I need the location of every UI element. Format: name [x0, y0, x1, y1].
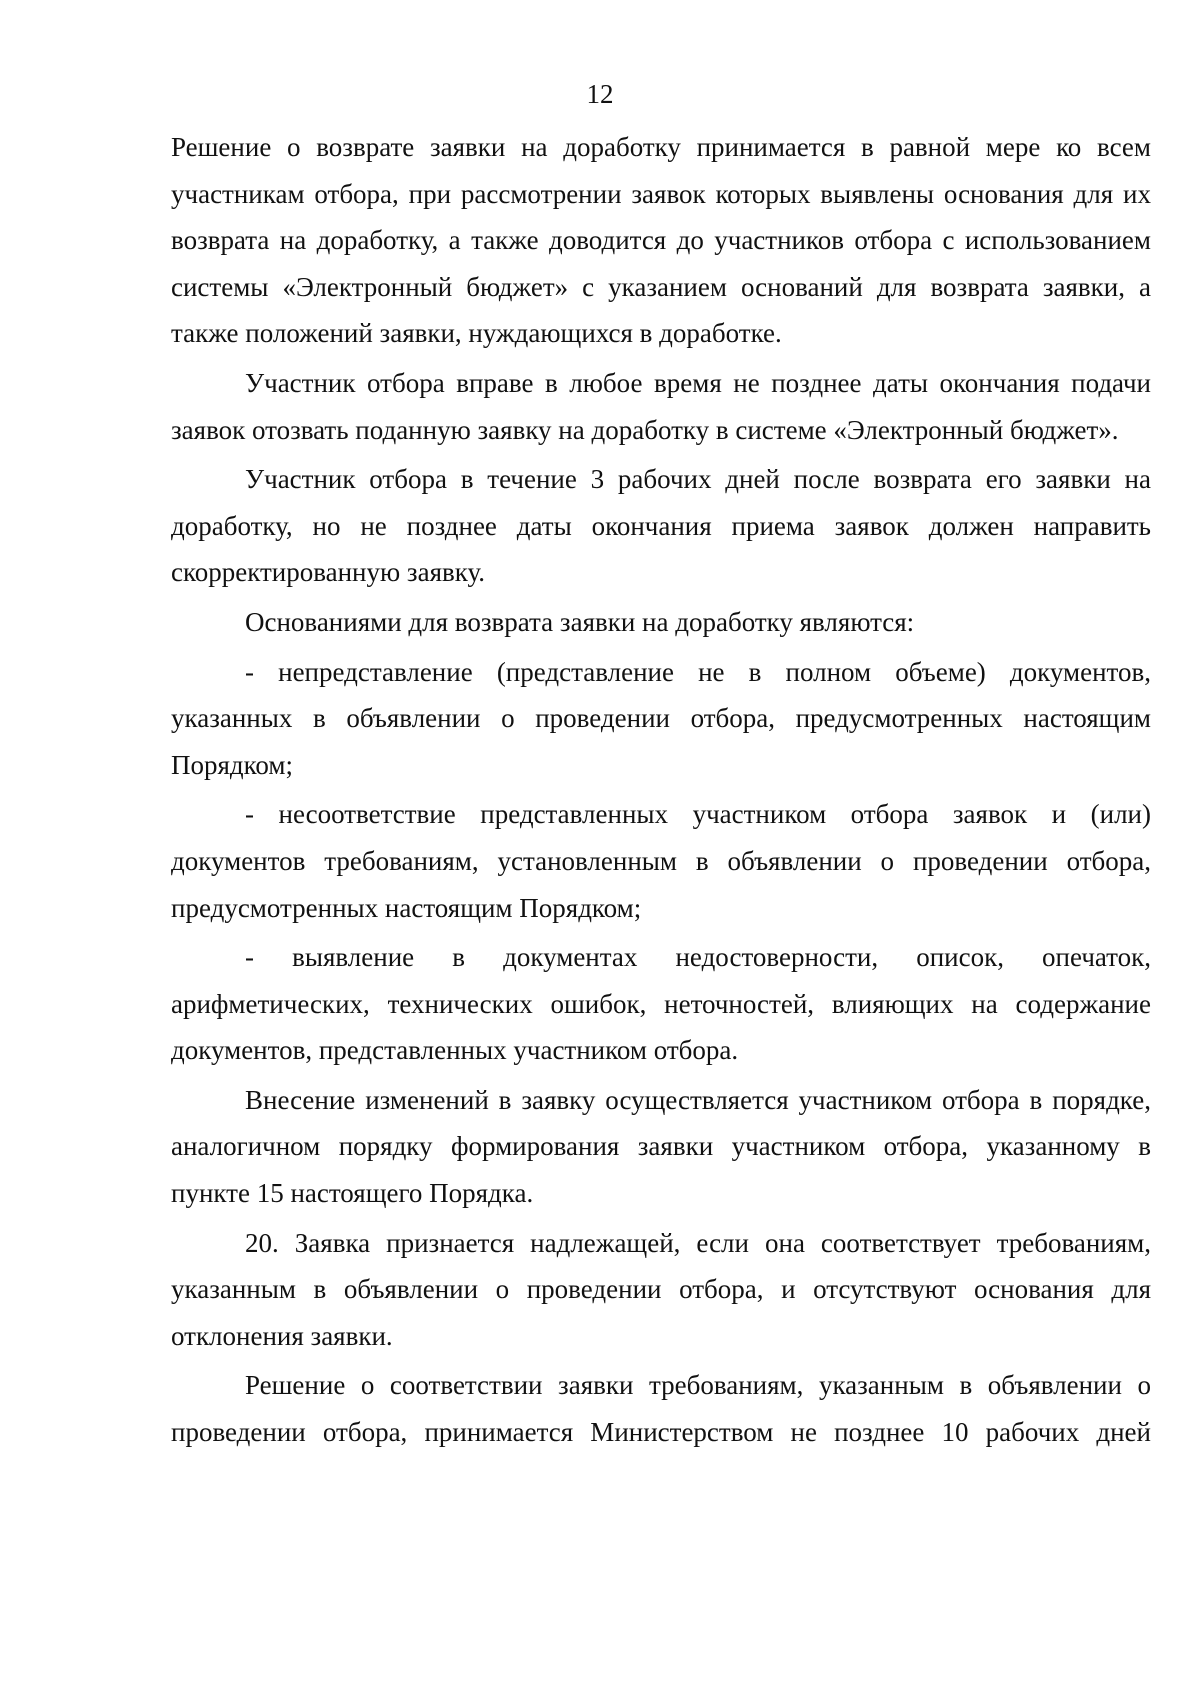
- paragraph-resubmission-deadline: Участник отбора в течение 3 рабочих дней после возврата его заявки на доработку, но не позднее даты окончания приема заявок должен направить скорректированную заявку.: [171, 464, 1151, 588]
- list-item-nonconformity: - несоответствие представленных участником отбора заявок и (или) документов требованиям, установленным в объявлении о проведении отбора, предусмотренных настоящим Порядком;: [171, 799, 1151, 923]
- paragraph-amendments: Внесение изменений в заявку осуществляется участником отбора в порядке, аналогичном порядку формирования заявки участником отбора, указанному в пункте 15 настоящего Порядка.: [171, 1084, 1151, 1209]
- document-body: [171, 124, 1151, 1459]
- paragraph-withdraw-right: Участник отбора вправе в любое время не позднее даты окончания подачи заявок отозвать поданную заявку на доработку в системе «Электронный бюджет».: [171, 367, 1151, 445]
- paragraph-return-decision: Решение о возврате заявки на доработку принимается в равной мере ко всем участникам отбора, при рассмотрении заявок которых выявлены основания для их возврата на доработку, а также доводится до участников отбора с использованием системы «Электронный бюджет» с указанием оснований для возврата заявки, а также положений заявки, нуждающихся в доработке.: [171, 132, 1151, 349]
- paragraph-return-grounds-intro: Основаниями для возврата заявки на доработку являются:: [245, 606, 915, 637]
- paragraph-compliance-decision: Решение о соответствии заявки требованиям, указанным в объявлении о проведении отбора, принимается Министерством не позднее 10 рабочих дней: [171, 1370, 1151, 1448]
- list-item-errors: - выявление в документах недостоверности, описок, опечаток, арифметических, технических ошибок, неточностей, влияющих на содержание документов, представленных участником отбора.: [171, 942, 1151, 1066]
- paragraph-item-20: 20. Заявка признается надлежащей, если она соответствует требованиям, указанным в объявлении о проведении отбора, и отсутствуют основания для отклонения заявки.: [171, 1227, 1151, 1351]
- page-number: 12: [586, 79, 614, 109]
- list-item-missing-documents: - непредставление (представление не в полном объеме) документов, указанных в объявлении о проведении отбора, предусмотренных настоящим Порядком;: [171, 656, 1151, 780]
